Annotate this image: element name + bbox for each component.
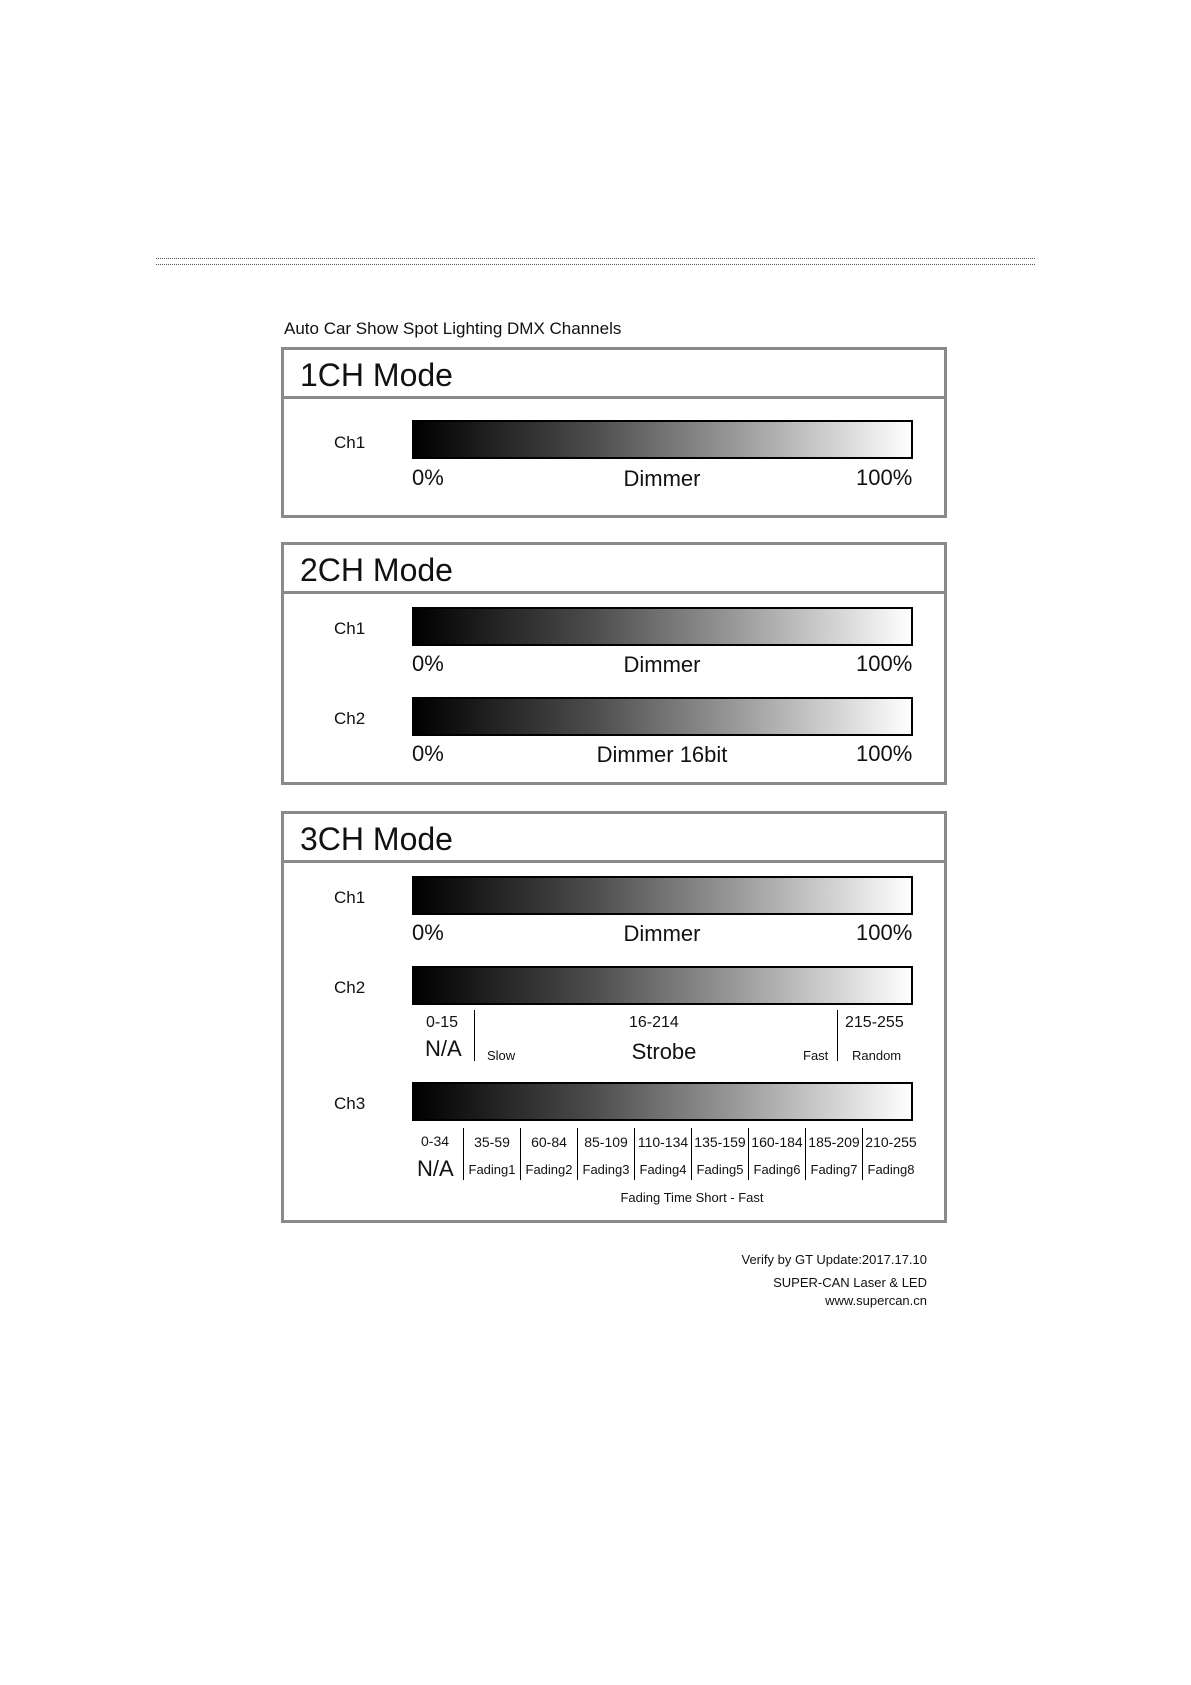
range-max-label: 100% [856,651,913,676]
segment-name: Fading1 [468,1162,516,1177]
mode-title: 1CH Mode [300,357,453,393]
na-range-label: 0-34 [421,1133,450,1149]
range-min-label: 0% [412,651,444,676]
strobe-label: Strobe [631,1039,697,1064]
channel-function-label: Dimmer [623,921,701,946]
segment-name: Fading8 [867,1162,915,1177]
segment-range: 85-109 [584,1134,628,1150]
range-min-label: 0% [412,920,444,945]
dimmer-gradient-bar [412,420,913,459]
segment-name: Fading6 [753,1162,801,1177]
channel-label: Ch1 [334,619,366,638]
strobe-range-label: 16-214 [629,1014,679,1031]
mode-title: 2CH Mode [300,552,453,588]
dimmer-gradient-bar [412,607,913,646]
range-min-label: 0% [412,741,444,766]
range-max-label: 100% [856,465,913,490]
segment-range: 135-159 [694,1134,746,1150]
mode-2ch-panel [281,542,947,785]
footer-company: SUPER-CAN Laser & LED [773,1275,927,1290]
top-rule [156,258,1035,259]
mode-title: 3CH Mode [300,821,453,857]
na-label: N/A [417,1156,454,1181]
segment-range: 35-59 [474,1134,510,1150]
random-range-label: 215-255 [845,1014,904,1031]
footer-verify: Verify by GT Update:2017.17.10 [741,1252,927,1267]
random-label: Random [852,1048,902,1063]
segment-range: 60-84 [531,1134,567,1150]
na-label: N/A [425,1036,462,1061]
segment-divider [474,1010,475,1061]
mode-1ch-panel [281,347,947,518]
strobe-slow-label: Slow [487,1048,516,1063]
segment-range: 110-134 [637,1134,689,1150]
mode-header [284,545,944,594]
footer-website: www.supercan.cn [825,1293,927,1308]
channel-label: Ch2 [334,978,366,997]
range-min-label: 0% [412,465,444,490]
document-title: Auto Car Show Spot Lighting DMX Channels [284,319,622,338]
channel-function-label: Dimmer [623,652,701,677]
top-rule [156,264,1035,265]
mode-header [284,350,944,399]
channel-function-label: Dimmer 16bit [596,742,728,767]
segment-range: 160-184 [751,1134,803,1150]
segment-divider [837,1010,838,1061]
segment-range: 185-209 [808,1134,860,1150]
range-max-label: 100% [856,920,913,945]
segment-name: Fading5 [696,1162,744,1177]
segment-name: Fading4 [639,1162,687,1177]
channel-function-label: Dimmer [623,466,701,491]
dimmer-gradient-bar [412,876,913,915]
fading-caption: Fading Time Short - Fast [620,1190,764,1205]
mode-header [284,814,944,863]
segment-name: Fading7 [810,1162,858,1177]
segment-name: Fading2 [525,1162,573,1177]
strobe-fast-label: Fast [803,1048,829,1063]
segment-range: 210-255 [865,1134,917,1150]
strobe-gradient-bar [412,966,913,1005]
channel-label: Ch1 [334,433,366,452]
na-range-label: 0-15 [426,1014,459,1031]
segment-name: Fading3 [582,1162,630,1177]
fading-gradient-bar [412,1082,913,1121]
dimmer-16bit-gradient-bar [412,697,913,736]
channel-label: Ch1 [334,888,366,907]
channel-label: Ch3 [334,1094,366,1113]
range-max-label: 100% [856,741,913,766]
mode-3ch-panel [281,811,947,1223]
channel-label: Ch2 [334,709,366,728]
